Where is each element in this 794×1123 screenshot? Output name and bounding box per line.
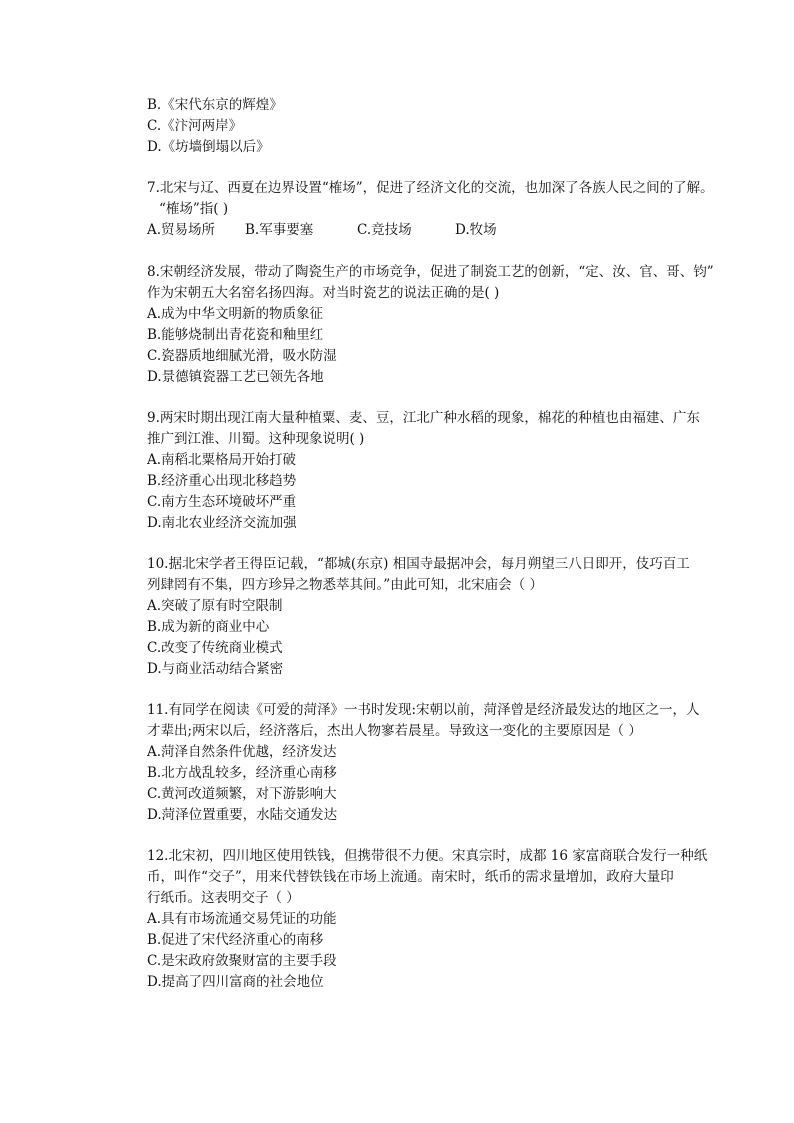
option-b: B.能够烧制出青花瓷和釉里红 <box>147 327 324 343</box>
option-c: C.竞技场 <box>357 222 412 238</box>
question-stem-cont: 币，叫作“交子”，用来代替铁钱在市场上流通。南宋时，纸币的需求量增加，政府大量印 <box>147 869 674 885</box>
option-a: A.菏泽自然条件优越，经济发达 <box>147 744 337 760</box>
question-stem: 11.有同学在阅读《可爱的菏泽》一书时发现:宋朝以前，菏泽曾是经济最发达的地区之一，人 <box>147 702 700 718</box>
option-b: B.北方战乱较多，经济重心南移 <box>147 765 337 781</box>
question-stem: 9.两宋时期出现江南大量种植粟、麦、豆，江北广种水稻的现象，棉花的种植也由福建、广东 <box>147 410 700 426</box>
question-stem: 10.据北宋学者王得臣记载，“都城(东京) 相国寺最据冲会，每月朔望三八日即开，伎巧百工 <box>147 556 690 572</box>
option-d: D.景德镇瓷器工艺已领先各地 <box>147 369 324 385</box>
option-b: B.促进了宋代经济重心的南移 <box>147 932 324 948</box>
option-c: C.是宋政府敛聚财富的主要手段 <box>147 953 337 969</box>
question-stem-cont: 列肆罔有不集，四方珍异之物悉萃其间。”由此可知，北宋庙会（ ） <box>147 577 543 593</box>
option-c: C.改变了传统商业模式 <box>147 640 283 656</box>
option-b: B.军事要塞 <box>245 222 314 238</box>
option-c: C.南方生态环境破坏严重 <box>147 494 297 510</box>
question-stem-cont: 推广到江淮、川蜀。这种现象说明( ) <box>147 431 365 447</box>
option-a: A.成为中华文明新的物质象征 <box>147 306 324 322</box>
option-d: D.菏泽位置重要，水陆交通发达 <box>147 807 338 823</box>
option-d: D.牧场 <box>455 222 497 238</box>
option-c: C.黄河改道频繁，对下游影响大 <box>147 786 337 802</box>
question-stem-cont: 作为宋朝五大名窑名扬四海。对当时瓷艺的说法正确的是( ) <box>147 285 500 301</box>
option-d: D.南北农业经济交流加强 <box>147 515 297 531</box>
option-b: B.成为新的商业中心 <box>147 619 270 635</box>
option-c: C.《汴河两岸》 <box>147 118 243 134</box>
question-stem-cont: “榷场”指( ) <box>159 201 229 217</box>
option-d: D.《坊墙倒塌以后》 <box>147 139 270 155</box>
option-a: A.南稻北粟格局开始打破 <box>147 452 297 468</box>
question-stem-cont: 行纸币。这表明交子（ ） <box>147 890 300 906</box>
option-b: B.《宋代东京的辉煌》 <box>147 97 283 113</box>
question-stem: 12.北宋初，四川地区使用铁钱，但携带很不力便。宋真宗时，成都 16 家富商联合发行一种纸 <box>147 848 708 864</box>
option-b: B.经济重心出现北移趋势 <box>147 473 297 489</box>
option-a: A.突破了原有时空限制 <box>147 598 283 614</box>
option-a: A.贸易场所 <box>147 222 216 238</box>
option-d: D.与商业活动结合紧密 <box>147 661 284 677</box>
question-stem: 8.宋朝经济发展，带动了陶瓷生产的市场竞争，促进了制瓷工艺的创新，“定、汝、官、哥、钧” <box>147 264 714 280</box>
option-d: D.提高了四川富商的社会地位 <box>147 974 324 990</box>
question-stem: 7.北宋与辽、西夏在边界设置“榷场”，促进了经济文化的交流，也加深了各族人民之间的了解。 <box>147 180 714 196</box>
question-stem-cont: 才辈出;两宋以后，经济落后，杰出人物寥若晨星。导致这一变化的主要原因是（ ） <box>147 723 642 739</box>
option-row <box>147 220 707 240</box>
option-a: A.具有市场流通交易凭证的功能 <box>147 911 337 927</box>
option-c: C.瓷器质地细腻光滑，吸水防湿 <box>147 348 337 364</box>
